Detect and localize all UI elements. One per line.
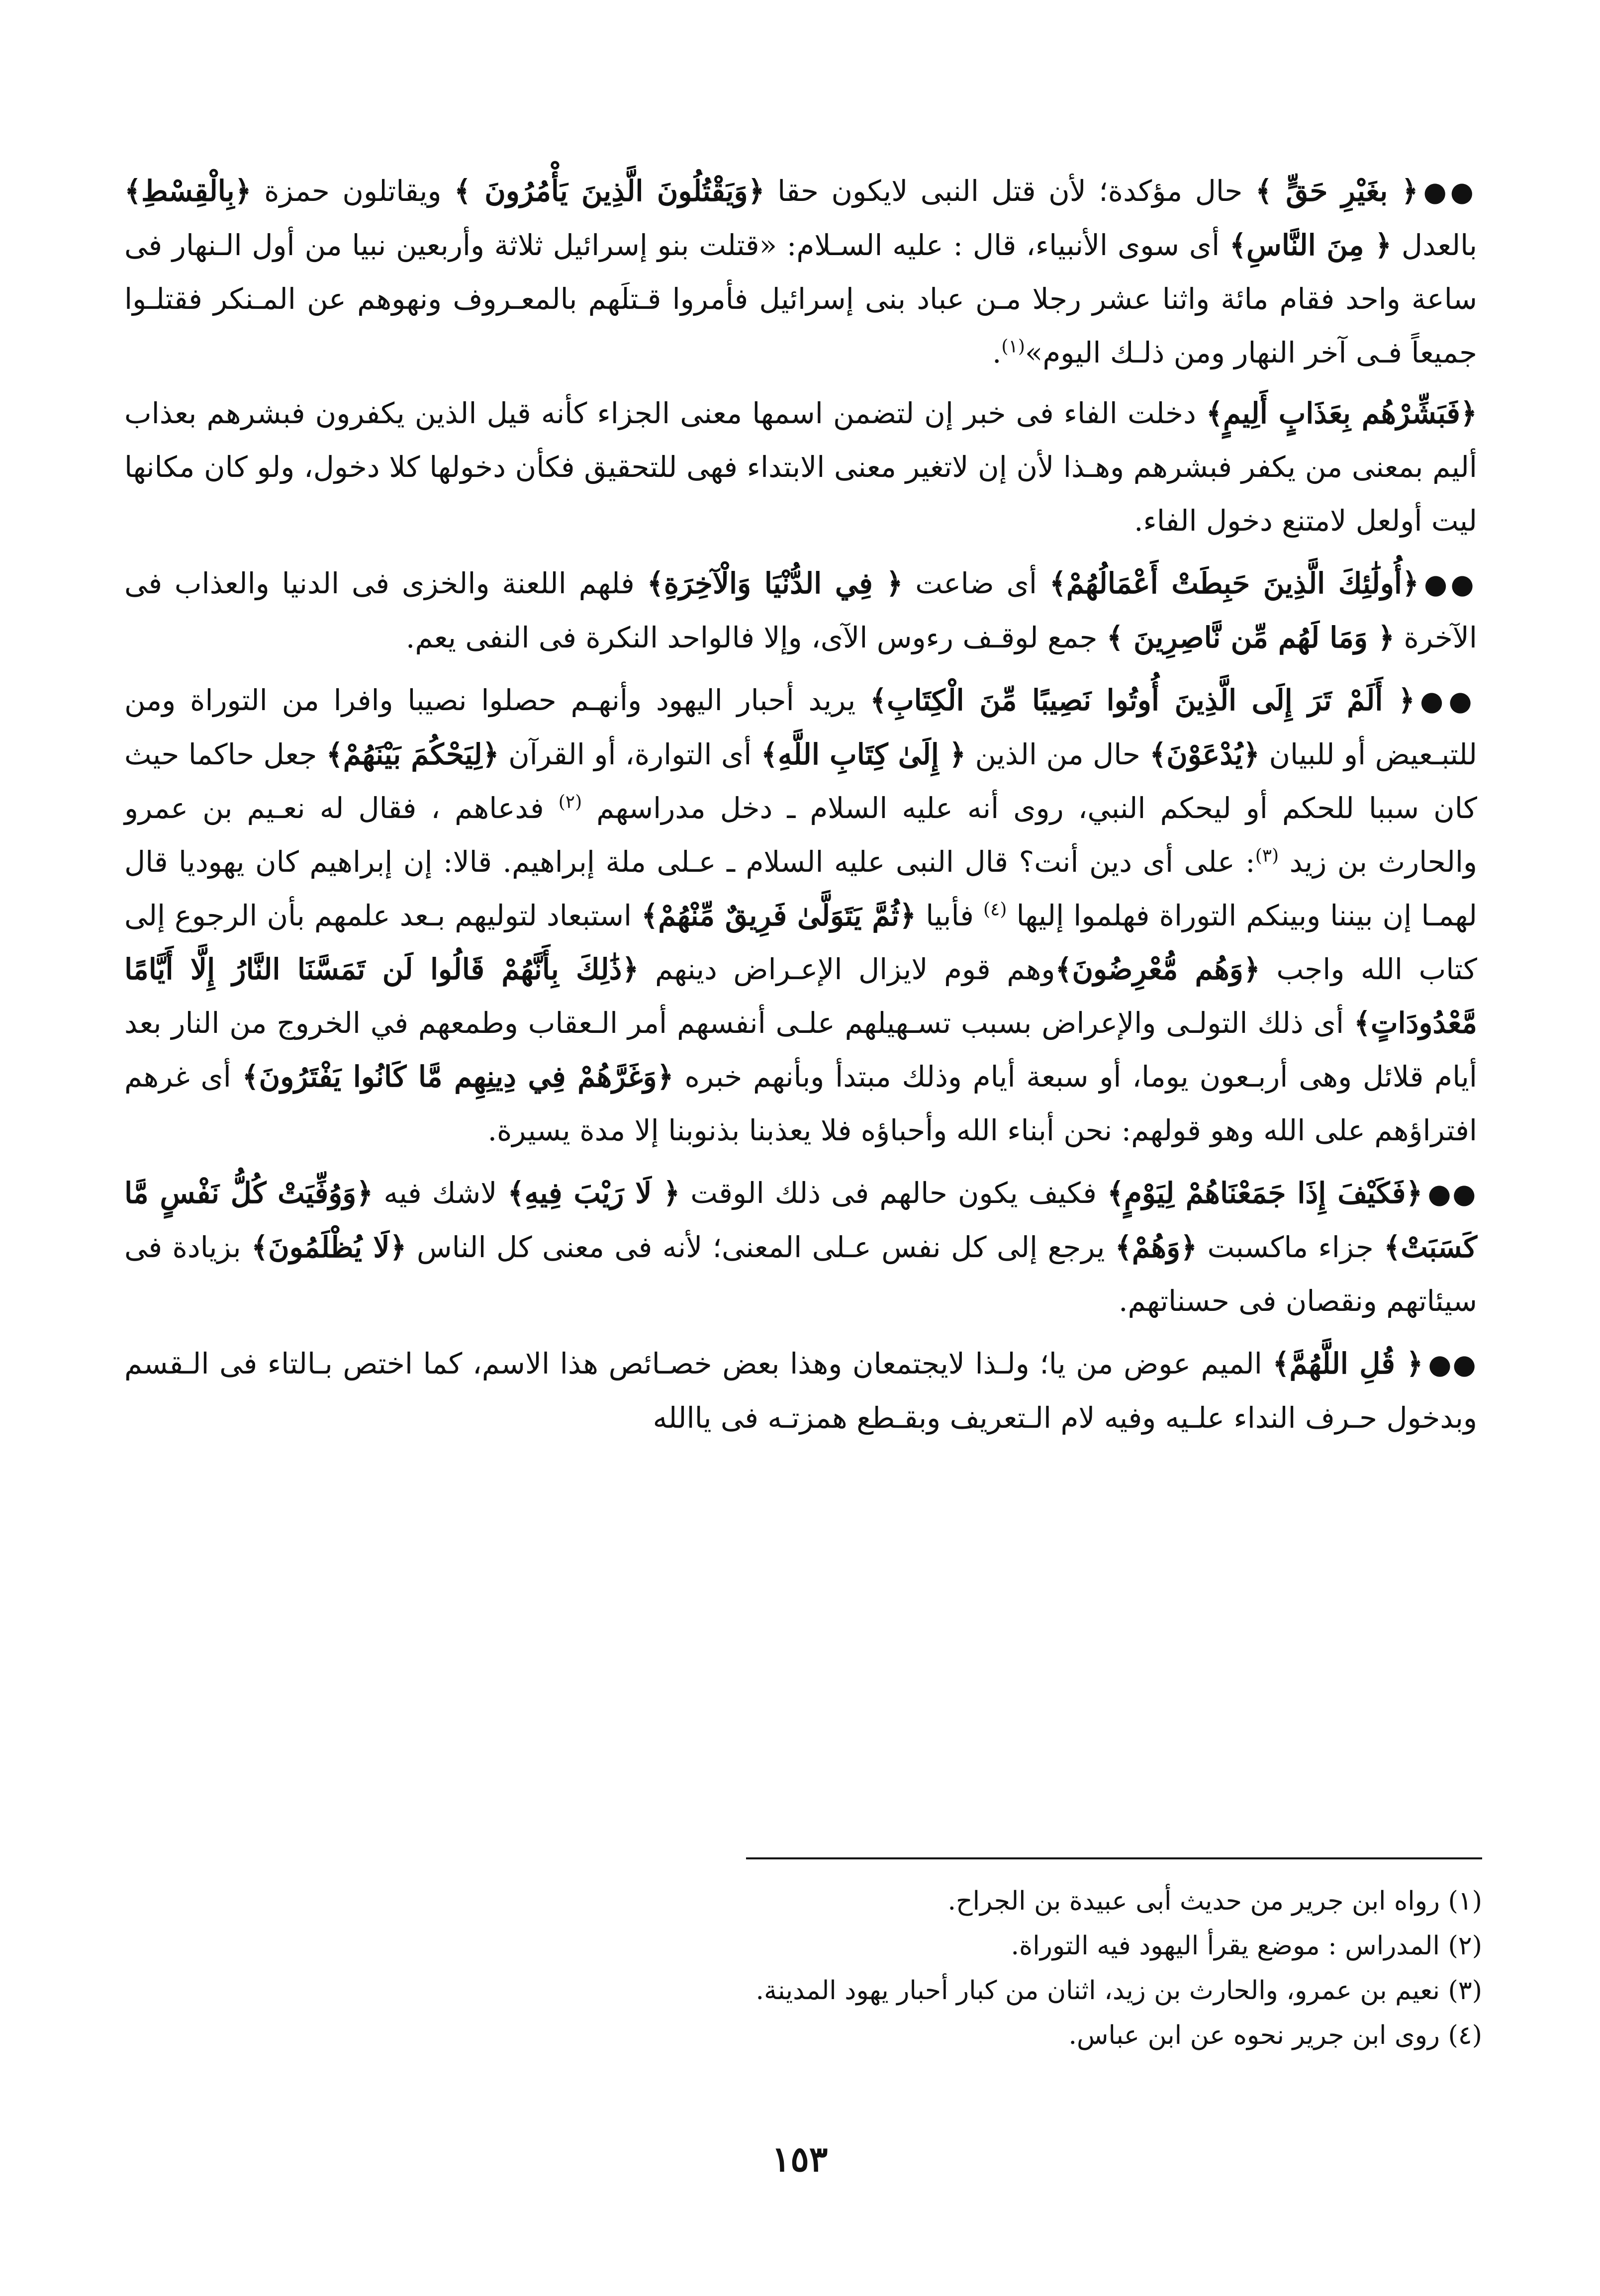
footnote-ref: (٢)	[558, 792, 582, 813]
paragraph-marker: ●●	[1420, 685, 1477, 717]
commentary-text: أى سوى الأنبياء، قال : عليه السـلام: «قتلت بنو إسرائيل ثلاثة وأربعين نبيا من أول الـنهار فى ساعة واحد فقام مائة واثنا عشر رجلا مـن عباد بنى إسرائيل فأمروا قـتلَهم بالمعـروف ونهوهم عن المـنكر فقتلـوا جميعاً فـى آخر النهار ومن ذلـك اليوم»	[124, 228, 1477, 369]
commentary-text: جزاء ماكسبت	[1197, 1230, 1384, 1264]
commentary-text: فأبيا	[916, 899, 983, 932]
commentary-text: يريد أحبار اليهود وأنهـم حصلوا نصيبا وافرا من التوراة ومن للتبـعيض أو للبيان	[124, 683, 1478, 771]
footnote-ref: (٣)	[1255, 845, 1279, 866]
quran-quote: ﴿ وَمَا لَهُم مِّن نَّاصِرِينَ ﴾	[1106, 621, 1395, 654]
footnote-4: (٤) روى ابن جرير نحوه عن ابن عباس.	[1068, 2020, 1482, 2050]
footnote-ref: (١)	[1001, 336, 1025, 357]
quran-quote: ﴿ثُمَّ يَتَوَلَّىٰ فَرِيقٌ مِّنْهُمْ﴾	[641, 899, 917, 932]
commentary-text: فدعاهم ، فقال له نعـيم بن عمرو والحارث بن زيد	[124, 791, 1477, 879]
quran-quote: ﴿وَغَرَّهُمْ فِي دِينِهِم مَّا كَانُوا يَفْتَرُونَ﴾	[242, 1060, 674, 1094]
quran-quote: ﴿ذَٰلِكَ بِأَنَّهُمْ قَالُوا لَن تَمَسَّنَا النَّارُ إِلَّا أَيَّامًا مَّعْدُودَاتٍ﴾	[124, 952, 1477, 1040]
paragraph-marker: ●●	[1424, 568, 1477, 600]
commentary-text: أى التوارة، أو القرآن	[499, 737, 761, 771]
commentary-text: أى غرهم افتراؤهم على الله وهو قولهم: نحن أبناء الله وأحباؤه فلا يعذبنا بذنوبنا إلا مدة يسيرة.	[124, 1060, 1477, 1147]
commentary-text: حال من الذين	[966, 737, 1150, 771]
commentary-text: .	[992, 336, 1002, 369]
footnote-divider	[746, 1857, 1482, 1859]
quran-quote: ﴿أُولَٰئِكَ الَّذِينَ حَبِطَتْ أَعْمَالُهُمْ﴾	[1049, 566, 1419, 600]
commentary-text: استبعاد لتوليهم بـعد علمهم بأن الرجوع إلى كتاب الله واجب	[124, 899, 1477, 986]
quran-quote: ﴿فَكَيْفَ إِذَا جَمَعْنَاهُمْ لِيَوْمٍ﴾	[1107, 1176, 1423, 1210]
quran-quote: ﴿فَبَشِّرْهُم بِعَذَابٍ أَلِيمٍ﴾	[1206, 396, 1478, 430]
commentary-text: أى ضاعت	[903, 566, 1049, 600]
quran-quote: ﴿ فِي الدُّنْيَا وَالْآخِرَةِ﴾	[647, 566, 903, 600]
quran-quote: ﴿وَهُم مُّعْرِضُونَ﴾	[1055, 952, 1260, 986]
paragraph	[124, 164, 1477, 379]
commentary-text: الميم عوض من يا؛ ولـذا لايجتمعان وهذا بعض خصـائص هذا الاسم، كما اختص بـالتاء فى الـقسم وبدخول حـرف النداء علـيه وفيه لام الـتعريف وبقـطع همزتـه فى ياالله	[124, 1347, 1477, 1435]
commentary-text: : على أى دين أنت؟ قال النبى عليه السلام ـ عـلى ملة إبراهيم. قالا: إن إبراهيم كان يهوديا قال لهمـا إن بيننا وبينكم التوراة فهلموا إليها	[124, 845, 1477, 932]
footnotes	[497, 1879, 1482, 2058]
commentary-text: ويقاتلون حمزة	[251, 174, 454, 208]
commentary-text: فكيف يكون حالهم فى ذلك الوقت	[680, 1176, 1107, 1210]
paragraph-marker: ●●	[1428, 1348, 1477, 1380]
footnote-ref: (٤)	[983, 899, 1007, 920]
quran-quote: ﴿وَهُمْ﴾	[1115, 1230, 1198, 1264]
page-number: ١٥٣	[771, 2138, 828, 2180]
quran-quote: ﴿وَيَقْتُلُونَ الَّذِينَ يَأْمُرُونَ ﴾	[454, 174, 765, 208]
commentary-text: حال مؤكدة؛ لأن قتل النبى لايكون حقا	[764, 174, 1255, 208]
paragraph	[124, 556, 1477, 664]
quran-quote: ﴿يُدْعَوْنَ﴾	[1149, 737, 1260, 771]
quran-quote: ﴿لِيَحْكُمَ بَيْنَهُمْ﴾	[326, 737, 499, 771]
quran-quote: ﴿لَا يُظْلَمُونَ﴾	[251, 1230, 407, 1264]
commentary-text: فلهم اللعنة والخزى فى الدنيا والعذاب فى الآخرة	[124, 566, 1477, 654]
paragraph	[124, 1337, 1477, 1445]
quran-quote: ﴿ بغَيْرِ حَقٍّ ﴾	[1255, 174, 1418, 208]
commentary-text: بزيادة فى سيئاتهم ونقصان فى حسناتهم.	[124, 1230, 1477, 1318]
footnote-2: (٢) المدراس : موضع يقرأ اليهود فيه التوراة.	[1011, 1931, 1482, 1961]
quran-quote: ﴿ لَا رَيْبَ فِيهِ﴾	[507, 1176, 680, 1210]
main-text	[124, 164, 1477, 1452]
paragraph	[124, 386, 1477, 548]
commentary-text: لاشك فيه	[373, 1176, 508, 1210]
commentary-text: دخلت الفاء فى خبر إن لتضمن اسمها معنى الجزاء كأنه قيل الذين يكفرون فبشرهم بعذاب أليم بمعنى من يكفر فبشرهم وهـذا لأن إن لاتغير معنى الابتداء فهى للتحقيق فكأن دخولها كلا دخول، ولو كان مكانها ليت أولعل لامتنع دخول الفاء.	[124, 396, 1477, 538]
quran-quote: ﴿ قُلِ اللَّهُمَّ﴾	[1272, 1347, 1423, 1380]
commentary-text: أى ذلك التولـى والإعراض بسبب تسـهيلهم علـى أنفسهم أمر الـعقاب وطمعهم في الخروج من النار بعد أيام قلائل وهى أربـعون يوما، أو سبعة أيام وذلك مبتدأ وبأنهم خبره	[124, 1006, 1477, 1094]
quran-quote: ﴿ إِلَىٰ كِتَابِ اللَّهِ﴾	[760, 737, 966, 771]
commentary-text: بالعدل	[1392, 228, 1477, 262]
quran-quote: ﴿وَوُفِّيَتْ كُلُّ نَفْسٍ مَّا كَسَبَتْ﴾	[124, 1176, 1477, 1264]
paragraph	[124, 1166, 1477, 1328]
commentary-text: جمع لوقـف رءوس الآى، وإلا فالواحد النكرة فى النفى يعم.	[405, 621, 1107, 654]
paragraph	[124, 673, 1477, 1157]
quran-quote: ﴿بِالْقِسْطِ﴾	[124, 174, 252, 208]
commentary-text: جعل حاكما حيث كان سببا للحكم أو ليحكم النبي، روى أنه عليه السلام ـ دخل مدراسهم	[124, 737, 1478, 825]
commentary-text: وهم قوم لايزال الإعـراض دينهم	[639, 952, 1055, 986]
footnote-3: (٣) نعيم بن عمرو، والحارث بن زيد، اثنان من كبار أحبار يهود المدينة.	[755, 1976, 1482, 2006]
quran-quote: ﴿ أَلَمْ تَرَ إِلَى الَّذِينَ أُوتُوا نَصِيبًا مِّنَ الْكِتَابِ﴾	[870, 683, 1415, 717]
quran-quote: ﴿ مِنَ النَّاسِ﴾	[1229, 228, 1392, 262]
commentary-text: يرجع إلى كل نفس عـلى المعنى؛ لأنه فى معنى كل الناس	[406, 1230, 1115, 1264]
paragraph-marker: ●●	[1423, 176, 1477, 207]
footnote-1: (١) رواه ابن جرير من حديث أبى عبيدة بن الجراح.	[947, 1886, 1482, 1916]
paragraph-marker: ●●	[1427, 1178, 1477, 1209]
